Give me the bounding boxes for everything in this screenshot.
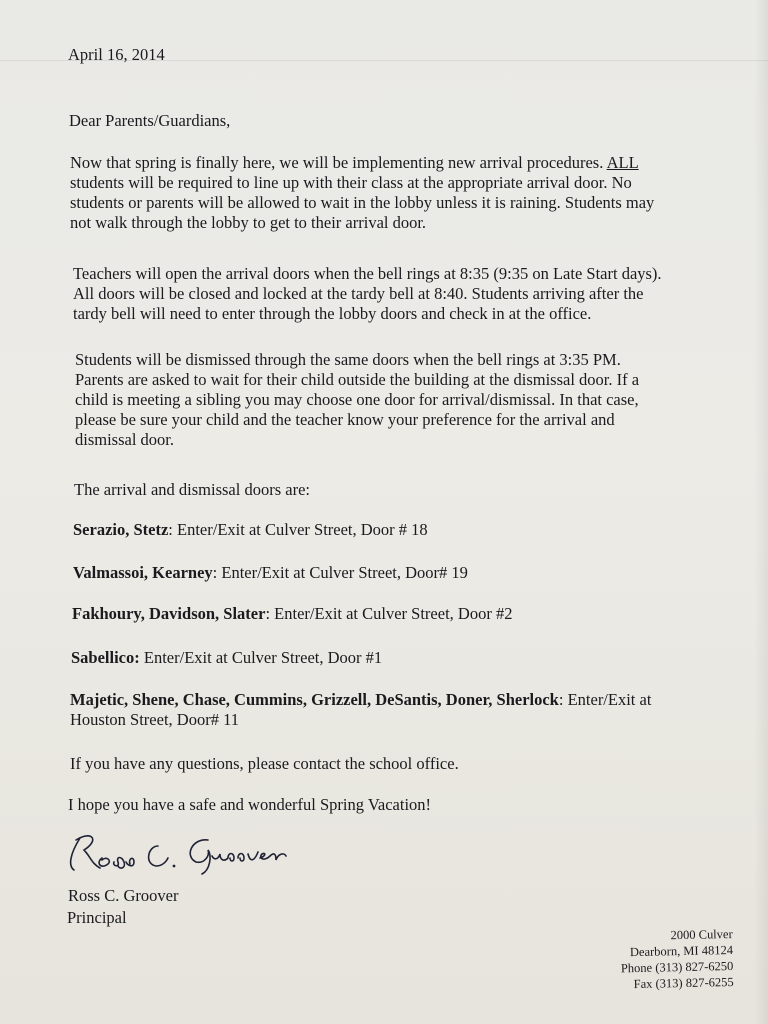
paragraph-dismissal bbox=[75, 350, 755, 450]
paragraph-line: All doors will be closed and locked at the tardy bell at 8:40. Students arriving after the bbox=[73, 284, 644, 303]
door-assignment: Fakhoury, Davidson, Slater: Enter/Exit at Culver Street, Door #2 bbox=[72, 604, 513, 623]
door-teachers: Majetic, Shene, Chase, Cummins, Grizzell, DeSantis, Doner, Sherlock bbox=[70, 690, 559, 709]
address-street: 2000 Culver bbox=[669, 926, 733, 943]
door-assignment: Valmassoi, Kearney: Enter/Exit at Culver Street, Door# 19 bbox=[73, 563, 468, 582]
paragraph-bell bbox=[73, 264, 753, 324]
door-location: Enter/Exit at Culver Street, Door #1 bbox=[143, 648, 383, 667]
door-location: Houston Street, Door# 11 bbox=[70, 710, 239, 729]
signer-name: Ross C. Groover bbox=[68, 886, 179, 905]
door-location: Enter/Exit at Culver Street, Door# 19 bbox=[221, 563, 468, 582]
paragraph-line: Parents are asked to wait for their child outside the building at the dismissal door. If a bbox=[75, 370, 640, 389]
door-teachers: Fakhoury, Davidson, Slater bbox=[72, 604, 266, 623]
address-phone: Phone (313) 827-6250 bbox=[620, 958, 733, 976]
paragraph-line: students or parents will be allowed to wait in the lobby unless it is raining. Students may bbox=[70, 193, 655, 212]
paragraph-line: Students will be dismissed through the same doors when the bell rings at 3:35 PM. bbox=[75, 350, 621, 369]
paper-shadow bbox=[754, 0, 768, 1024]
closing-line: I hope you have a safe and wonderful Spring Vacation! bbox=[68, 795, 432, 814]
paragraph-line: Teachers will open the arrival doors when the bell rings at 8:35 (9:35 on Late Start days). bbox=[73, 264, 662, 283]
signer-title: Principal bbox=[67, 908, 127, 927]
door-teachers: Serazio, Stetz bbox=[73, 520, 169, 539]
address-city: Dearborn, MI 48124 bbox=[629, 942, 733, 960]
door-teachers: Valmassoi, Kearney bbox=[73, 563, 213, 582]
paragraph-line: Now that spring is finally here, we will be implementing new arrival procedures. ALL bbox=[70, 153, 639, 172]
emphasis-all: ALL bbox=[606, 153, 639, 172]
paragraph-line: students will be required to line up with their class at the appropriate arrival door. No bbox=[70, 173, 632, 192]
door-assignment: Majetic, Shene, Chase, Cummins, Grizzell, DeSantis, Doner, Sherlock: Enter/Exit at Houston Street, Door# 11 bbox=[70, 690, 760, 730]
paragraph-line: please be sure your child and the teacher know your preference for the arrival and bbox=[75, 410, 615, 429]
door-assignment: Serazio, Stetz: Enter/Exit at Culver Street, Door # 18 bbox=[73, 520, 428, 539]
letter-date: April 16, 2014 bbox=[68, 45, 165, 64]
paragraph-line: tardy bell will need to enter through the lobby doors and check in at the office. bbox=[73, 304, 592, 323]
doors-intro: The arrival and dismissal doors are: bbox=[74, 480, 310, 499]
questions-line: If you have any questions, please contact the school office. bbox=[70, 754, 459, 773]
paragraph-line: child is meeting a sibling you may choose one door for arrival/dismissal. In that case, bbox=[75, 390, 639, 409]
salutation: Dear Parents/Guardians, bbox=[69, 111, 231, 130]
door-teachers: Sabellico: bbox=[71, 648, 140, 667]
paragraph-line: not walk through the lobby to get to their arrival door. bbox=[70, 213, 427, 232]
door-location: Enter/Exit at Culver Street, Door #2 bbox=[274, 604, 513, 623]
paragraph-arrival bbox=[70, 153, 750, 233]
address-fax: Fax (313) 827-6255 bbox=[633, 974, 734, 992]
door-assignment bbox=[71, 648, 382, 668]
door-location: Enter/Exit at bbox=[567, 690, 652, 709]
handwritten-signature bbox=[62, 826, 292, 876]
paragraph-line: dismissal door. bbox=[75, 430, 175, 449]
door-location: Enter/Exit at Culver Street, Door # 18 bbox=[177, 520, 428, 539]
school-address bbox=[620, 926, 734, 992]
